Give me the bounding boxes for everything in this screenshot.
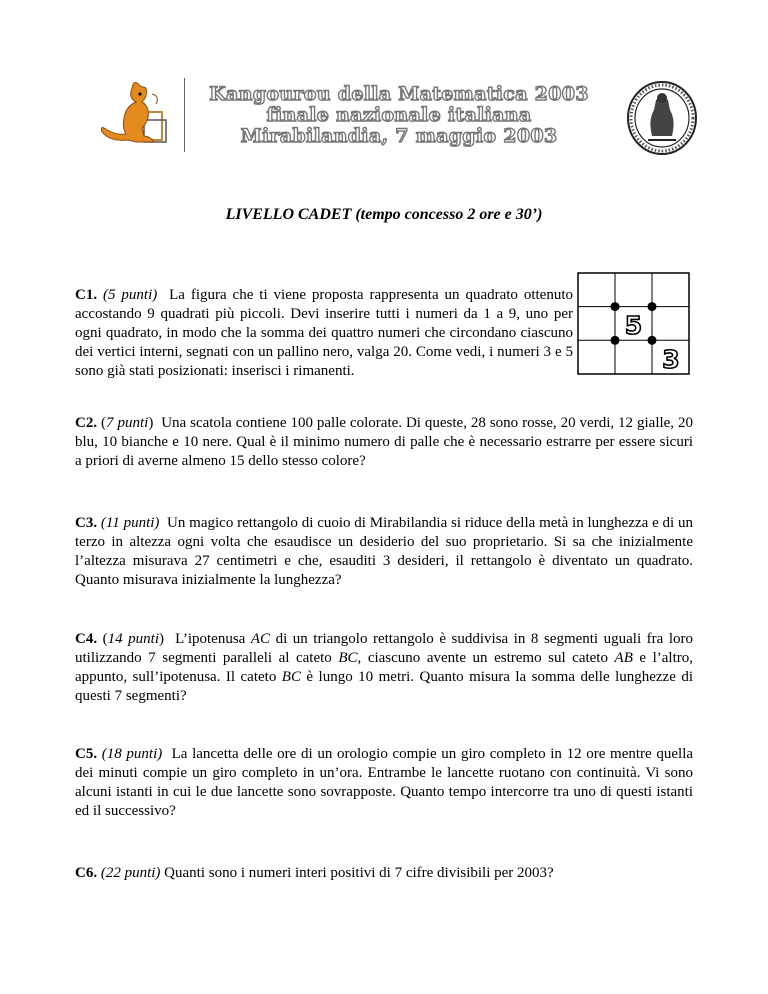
problem-text-part: e l’altro, appunto, sull’ipotenusa. Il cateto bbox=[75, 650, 694, 685]
segment-name: AB bbox=[614, 650, 633, 666]
problem-text: La lancetta delle ore di un orologio compie un giro completo in 12 ore mentre quella dei minuti compie un giro completo in un’ora. Entrambe le lancette ruotano con continuità. Vi sono alcuni istanti in cui le due lancette sono sovrapposte. Quanto tempo intercorre tra uno di questi istanti ed il successivo? bbox=[75, 746, 694, 819]
university-seal bbox=[626, 80, 698, 156]
problem-c3 bbox=[75, 514, 693, 590]
segment-name: BC bbox=[281, 669, 301, 685]
problem-points: 14 punti bbox=[107, 631, 159, 647]
title-line: finale nazionale italiana bbox=[266, 104, 532, 126]
kangaroo-logo bbox=[96, 76, 186, 154]
header-divider bbox=[184, 78, 185, 152]
problem-label: C5. bbox=[75, 746, 98, 762]
title-line: Mirabilandia, 7 maggio 2003 bbox=[240, 125, 558, 147]
problem-label: C1. bbox=[75, 287, 98, 303]
level-heading: LIVELLO CADET (tempo concesso 2 ore e 30’) bbox=[225, 206, 543, 223]
problem-c6 bbox=[75, 864, 693, 883]
problem-label: C4. bbox=[75, 631, 98, 647]
segment-name: BC bbox=[338, 650, 358, 666]
problem-points: (22 punti) bbox=[100, 865, 161, 881]
title-line: Kangourou della Matematica 2003 bbox=[209, 83, 589, 105]
problem-label: C3. bbox=[75, 515, 98, 531]
problem-text: La figura che ti viene proposta rappresenta un quadrato ottenuto accostando 9 quadrati più piccoli. Devi inserire tutti i numeri da 1 a 9, uno per ogni quadrato, in modo che la somma dei quattro numeri che circondano ciascuno dei vertici interni, segnati con un pallino nero, valga 20. Come vedi, i numeri 3 e 5 sono già stati posizionati: inserisci i rimanenti. bbox=[75, 287, 574, 379]
problem-points: (18 punti) bbox=[101, 746, 163, 762]
problem-c5 bbox=[75, 745, 693, 821]
problem-text: Un magico rettangolo di cuoio di Mirabilandia si riduce della metà in lunghezza e di un terzo in altezza ogni volta che esaudisce un desiderio del suo proprietario. Si sa che inizialmente l’altezza misurava 27 centimetri e che, esauditi 3 desideri, il rettangolo è diventato un quadrato. Quanto misurava inizialmente la lunghezza? bbox=[75, 515, 694, 588]
paren-close: ) bbox=[148, 415, 154, 431]
paren-open: ( bbox=[102, 631, 108, 647]
problem-text: Quanti sono i numeri interi positivi di 7 cifre divisibili per 2003? bbox=[164, 865, 554, 881]
problem-points: 7 punti bbox=[106, 415, 149, 431]
problem-points: (5 punti) bbox=[103, 287, 158, 303]
problem-label: C6. bbox=[75, 865, 98, 881]
problem-label: C2. bbox=[75, 415, 98, 431]
problem-text-part: è lungo 10 metri. Quanto misura la somma delle lunghezze di questi 7 segmenti? bbox=[75, 669, 693, 704]
problem-text-part: , ciascuno avente un estremo sul cateto bbox=[357, 650, 615, 666]
problem-c4 bbox=[75, 630, 693, 706]
grid-number-5: 5 bbox=[624, 311, 643, 340]
number-grid-figure bbox=[577, 272, 691, 376]
segment-name: AC bbox=[250, 631, 271, 647]
paren-open: ( bbox=[101, 415, 107, 431]
grid-number-3: 3 bbox=[662, 345, 680, 374]
problem-text-part: di un triangolo rettangolo è suddivisa in 8 segmenti uguali fra loro utilizzando 7 segmenti paralleli al cateto bbox=[75, 631, 693, 666]
problem-c2 bbox=[75, 414, 693, 471]
problem-text: Una scatola contiene 100 palle colorate. Di queste, 28 sono rosse, 20 verdi, 12 gialle, 20 blu, 10 bianche e 10 nere. Qual è il minimo numero di palle che è necessario estrarre per essere sicuri a priori di averne almeno 15 dello stesso colore? bbox=[75, 415, 693, 469]
problem-text-part: L’ipotenusa bbox=[175, 631, 251, 647]
problem-points: (11 punti) bbox=[100, 515, 160, 531]
page-title bbox=[190, 84, 608, 147]
paren-close: ) bbox=[159, 631, 164, 647]
problem-c1 bbox=[75, 286, 573, 381]
